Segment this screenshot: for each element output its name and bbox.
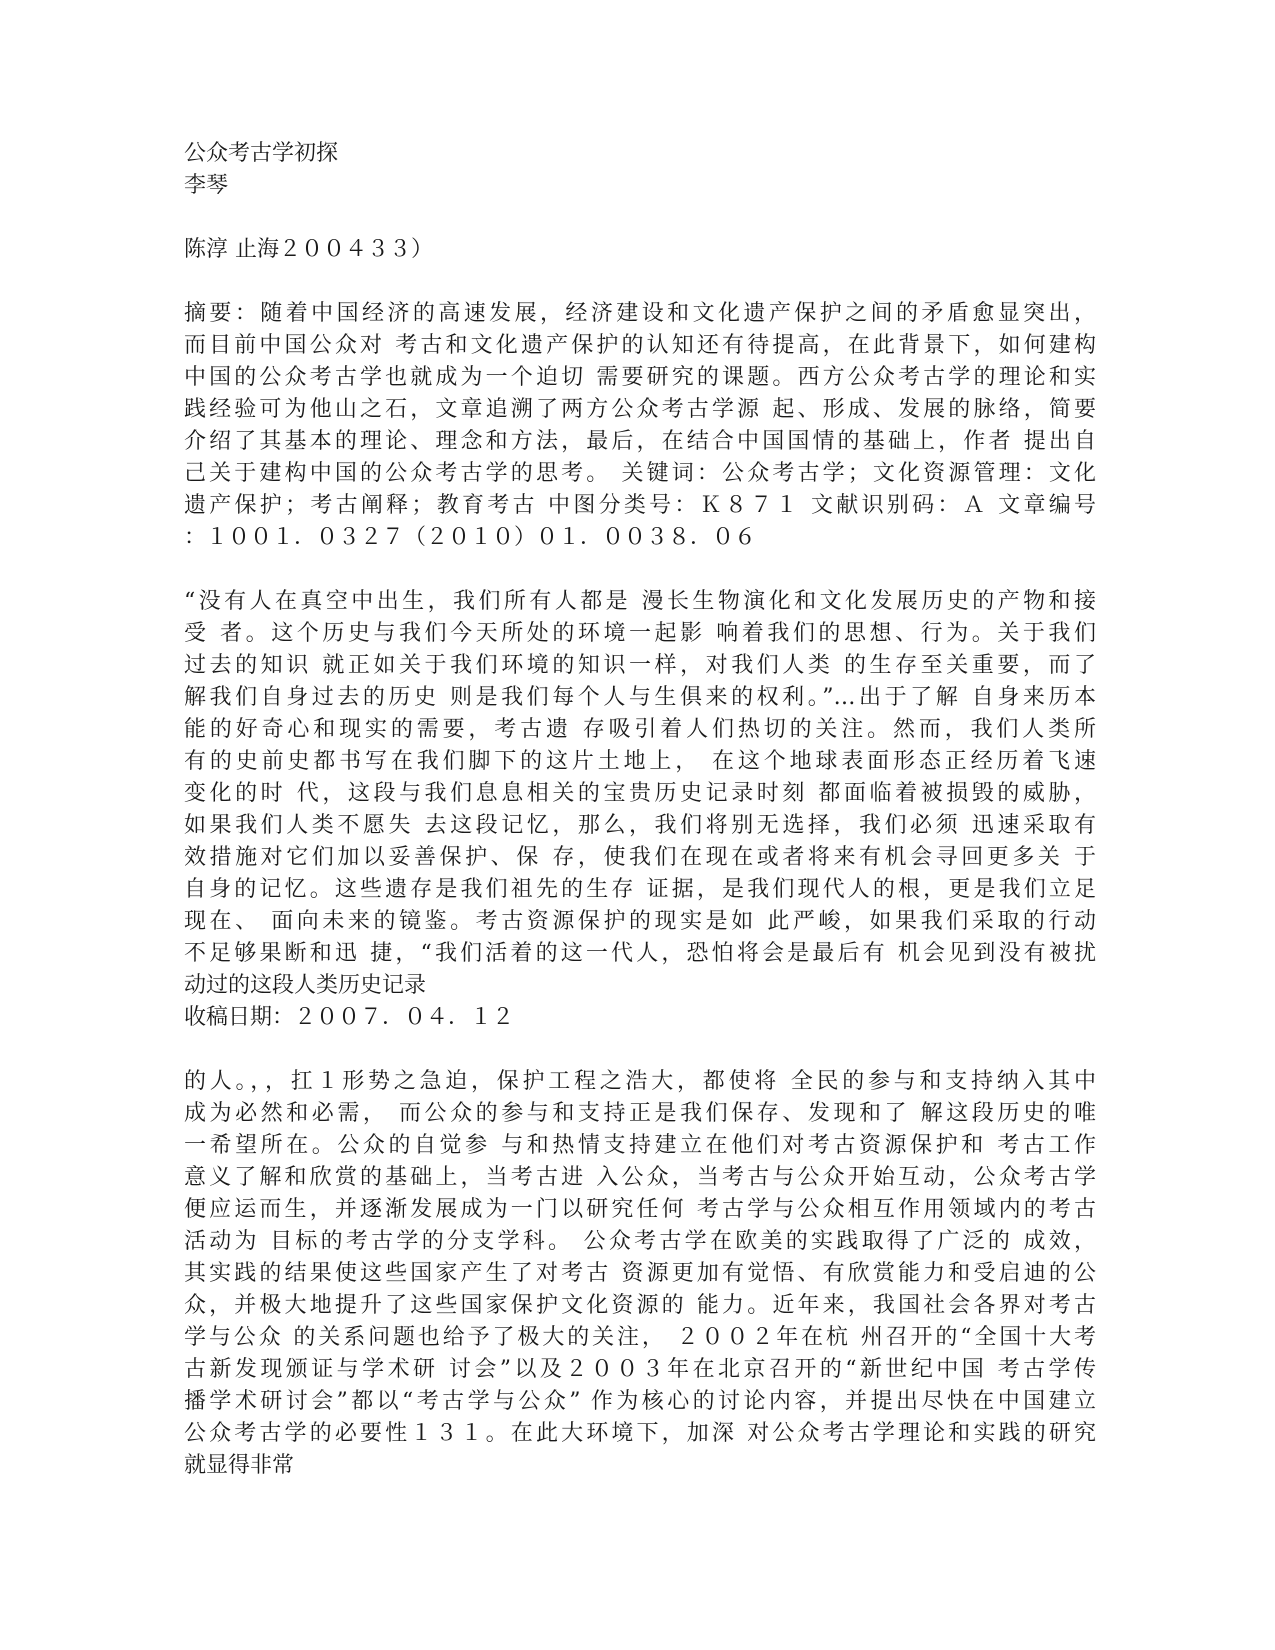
body-line: 公众考古学的必要性１３１。在此大环境下，加深 对公众考古学理论和实践的研究	[184, 1421, 1096, 1446]
body-line: 一希望所在。公众的自觉参 与和热情支持建立在他们对考古资源保护和 考古工作	[184, 1133, 1096, 1158]
abstract-line: 而目前中国公众对 考古和文化遗产保护的认知还有待提高，在此背景下，如何建构	[184, 333, 1096, 358]
body-line: 不足够果断和迅 捷，“我们活着的这一代人，恐怕将会是最后有 机会见到没有被扰	[184, 941, 1096, 966]
body-line: 有的史前史都书写在我们脚下的这片土地上， 在这个地球表面形态正经历着飞速	[184, 749, 1096, 774]
body-line: 便应运而生，并逐渐发展成为一门以研究任何 考古学与公众相互作用领域内的考古	[184, 1197, 1096, 1222]
abstract-line: 遗产保护；考古阐释；教育考古 中图分类号：Ｋ８７１ 文献识别码：Ａ 文章编号	[184, 493, 1096, 518]
body-paragraph-2	[184, 1066, 1096, 1482]
body-line: 活动为 目标的考古学的分支学科。 公众考古学在欧美的实践取得了广泛的 成效，	[184, 1229, 1096, 1254]
body-line: 的人。，，扛１形势之急迫，保护工程之浩大，都使将 全民的参与和支持纳入其中	[184, 1069, 1096, 1094]
spacer	[184, 202, 1096, 234]
article-title: 公众考古学初探	[184, 141, 339, 166]
body-line: 播学术研讨会”都以“考古学与公众” 作为核心的讨论内容，并提出尽快在中国建立	[184, 1389, 1096, 1414]
body-line: 成为必然和必需， 而公众的参与和支持正是我们保存、发现和了 解这段历史的唯	[184, 1101, 1096, 1126]
body-line: 现在、 面向未来的镜鉴。考古资源保护的现实是如 此严峻，如果我们采取的行动	[184, 909, 1096, 934]
abstract-block	[184, 298, 1096, 554]
body-line: 就显得非常	[184, 1453, 295, 1478]
body-line: 自身的记忆。这些遗存是我们祖先的生存 证据，是我们现代人的根，更是我们立足	[184, 877, 1096, 902]
body-paragraph-1	[184, 586, 1096, 1034]
body-line: 其实践的结果使这些国家产生了对考古 资源更加有觉悟、有欣赏能力和受启迪的公	[184, 1261, 1096, 1286]
body-line: 过去的知识 就正如关于我们环境的知识一样，对我们人类 的生存至关重要，而了	[184, 653, 1096, 678]
body-line: 学与公众 的关系问题也给予了极大的关注， ２００２年在杭 州召开的“全国十大考	[184, 1325, 1096, 1350]
spacer	[184, 554, 1096, 586]
body-line: 古新发现颁证与学术研 讨会”以及２００３年在北京召开的“新世纪中国 考古学传	[184, 1357, 1096, 1382]
abstract-line: 践经验可为他山之石，文章追溯了两方公众考古学源 起、形成、发展的脉络，简要	[184, 397, 1096, 422]
abstract-line: 中国的公众考古学也就成为一个迫切 需要研究的课题。西方公众考古学的理论和实	[184, 365, 1096, 390]
abstract-line: ：１００１．０３２７（２０１０）０１．００３８．０６	[184, 525, 757, 550]
body-line: 能的好奇心和现实的需要，考古遗 存吸引着人们热切的关注。然而，我们人类所	[184, 717, 1096, 742]
abstract-line: 摘要：随着中国经济的高速发展，经济建设和文化遗产保护之间的矛盾愈显突出，	[184, 301, 1096, 326]
body-line: 变化的时 代，这段与我们息息相关的宝贵历史记录时刻 都面临着被损毁的威胁，	[184, 781, 1096, 806]
body-line: 解我们自身过去的历史 则是我们每个人与生俱来的权利。”…出于了解 自身来历本	[184, 685, 1096, 710]
body-line: “没有人在真空中出生，我们所有人都是 漫长生物演化和文化发展历史的产物和接	[184, 589, 1096, 614]
body-line: 意义了解和欣赏的基础上，当考古进 入公众，当考古与公众开始互动，公众考古学	[184, 1165, 1096, 1190]
affiliation-line: 陈淳 止海２００４３３）	[184, 237, 433, 262]
body-line: 众，并极大地提升了这些国家保护文化资源的 能力。近年来，我国社会各界对考古	[184, 1293, 1096, 1318]
spacer	[184, 1034, 1096, 1066]
body-line: 动过的这段人类历史记录	[184, 973, 427, 998]
spacer	[184, 266, 1096, 298]
received-date: 收稿日期：２００７．０４．１２	[184, 1005, 515, 1030]
document-page	[184, 138, 1096, 1482]
abstract-line: 己关于建构中国的公众考古学的思考。 关键词：公众考古学；文化资源管理：文化	[184, 461, 1096, 486]
abstract-line: 介绍了其基本的理论、理念和方法，最后，在结合中国国情的基础上，作者 提出自	[184, 429, 1096, 454]
body-line: 受 者。这个历史与我们今天所处的环境一起影 响着我们的思想、行为。关于我们	[184, 621, 1096, 646]
author-name: 李琴	[184, 173, 229, 198]
body-line: 效措施对它们加以妥善保护、保 存，使我们在现在或者将来有机会寻回更多关 于	[184, 845, 1096, 870]
body-line: 如果我们人类不愿失 去这段记忆，那么，我们将别无选择，我们必须 迅速采取有	[184, 813, 1096, 838]
